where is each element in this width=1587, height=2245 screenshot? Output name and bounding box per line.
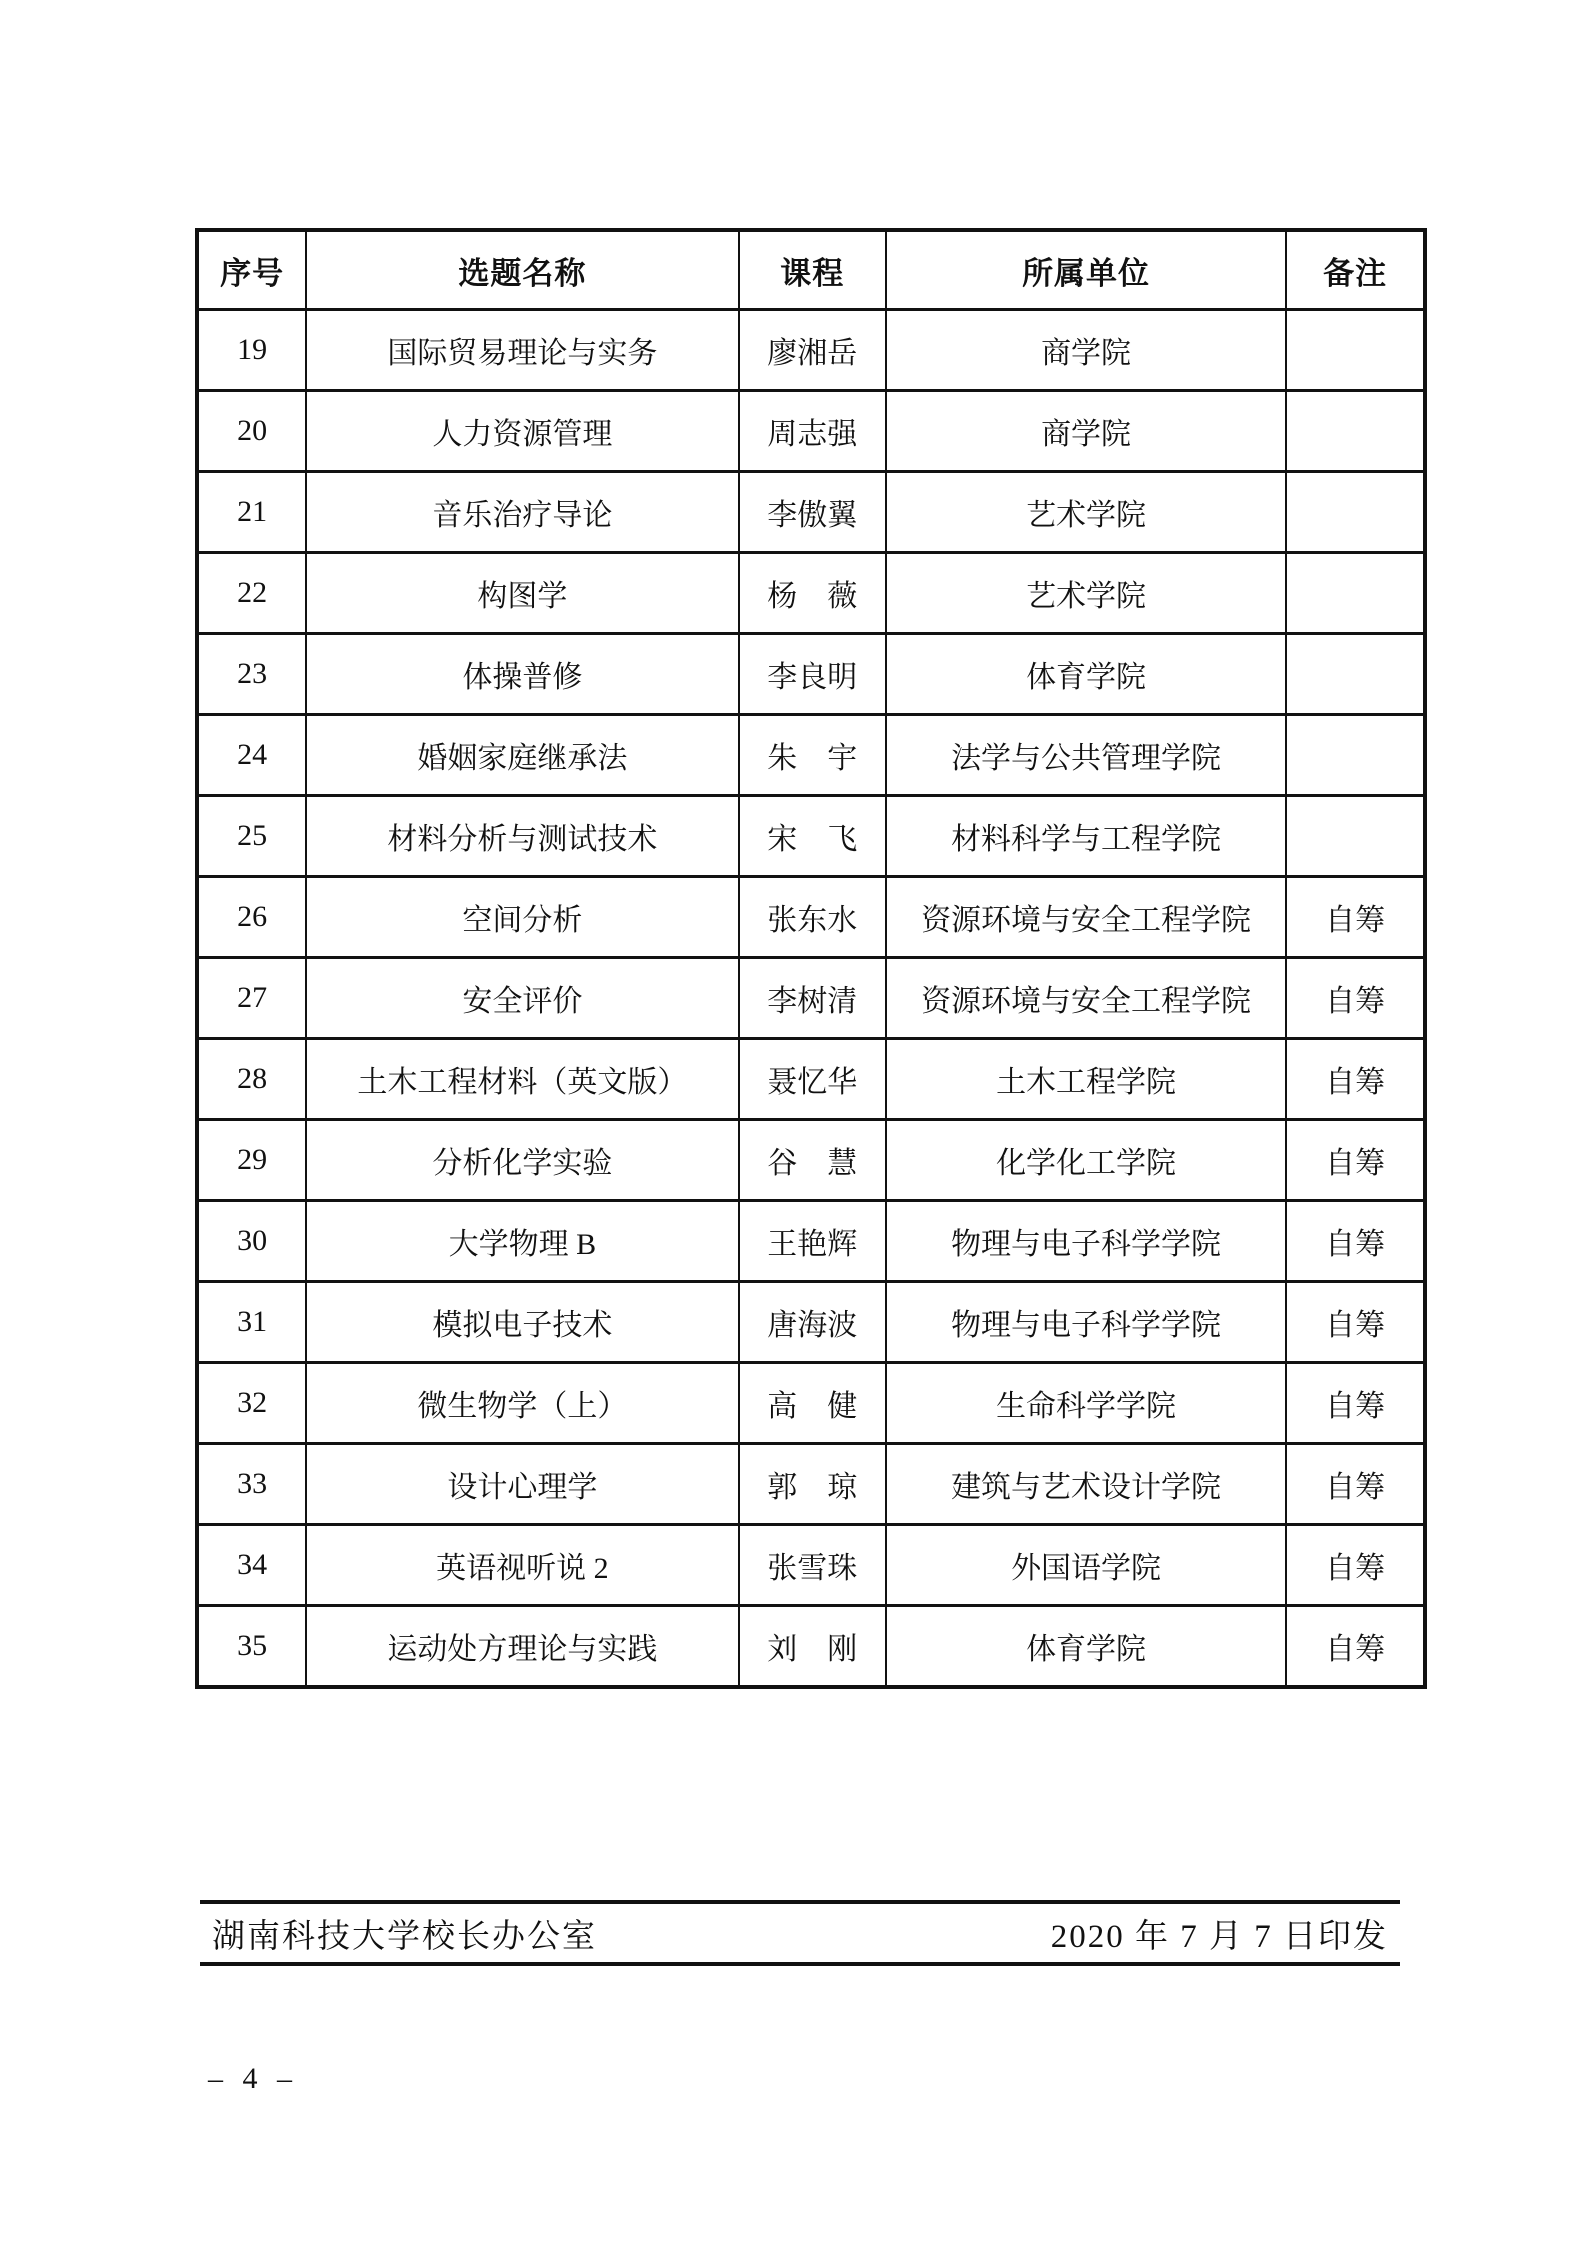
table-cell-no: 23 [197,634,306,715]
table-cell-remark: 自筹 [1286,877,1425,958]
table-cell-person: 朱 宇 [739,715,886,796]
table-cell-remark: 自筹 [1286,1201,1425,1282]
table-cell-no: 32 [197,1363,306,1444]
table-cell-topic: 婚姻家庭继承法 [306,715,738,796]
table-cell-unit: 商学院 [886,310,1286,391]
table-header-row [197,230,1425,310]
table-row [197,1363,1425,1444]
table-cell-topic: 分析化学实验 [306,1120,738,1201]
header-cell-course: 课程 [739,230,886,310]
table-cell-unit: 艺术学院 [886,472,1286,553]
table-cell-no: 21 [197,472,306,553]
table-cell-no: 27 [197,958,306,1039]
table-cell-person: 张东水 [739,877,886,958]
table-cell-unit: 生命科学学院 [886,1363,1286,1444]
table-cell-person: 高 健 [739,1363,886,1444]
table-row [197,1606,1425,1688]
table-cell-unit: 建筑与艺术设计学院 [886,1444,1286,1525]
table-row [197,1120,1425,1201]
table-cell-unit: 体育学院 [886,634,1286,715]
table-cell-no: 20 [197,391,306,472]
table-cell-unit: 物理与电子科学学院 [886,1201,1286,1282]
table-cell-person: 唐海波 [739,1282,886,1363]
table-row [197,1525,1425,1606]
table-cell-unit: 化学化工学院 [886,1120,1286,1201]
header-cell-unit: 所属单位 [886,230,1286,310]
header-cell-topic: 选题名称 [306,230,738,310]
table-cell-remark: 自筹 [1286,1444,1425,1525]
table-cell-topic: 人力资源管理 [306,391,738,472]
table-cell-topic: 体操普修 [306,634,738,715]
table-cell-no: 26 [197,877,306,958]
table-cell-remark: 自筹 [1286,1606,1425,1688]
table-cell-person: 刘 刚 [739,1606,886,1688]
table-row [197,1201,1425,1282]
table-row [197,1039,1425,1120]
table-cell-person: 聂忆华 [739,1039,886,1120]
table-cell-unit: 资源环境与安全工程学院 [886,958,1286,1039]
table-row [197,958,1425,1039]
table-cell-remark: 自筹 [1286,958,1425,1039]
table-cell-no: 31 [197,1282,306,1363]
table-cell-no: 24 [197,715,306,796]
table-cell-no: 29 [197,1120,306,1201]
table-cell-no: 28 [197,1039,306,1120]
table-cell-no: 22 [197,553,306,634]
table-cell-topic: 微生物学（上） [306,1363,738,1444]
table-cell-remark [1286,553,1425,634]
topics-table [195,228,1427,1689]
table-cell-unit: 艺术学院 [886,553,1286,634]
issue-date: 2020 年 7 月 7 日印发 [1050,1918,1388,1955]
table-cell-remark [1286,634,1425,715]
table-cell-person: 郭 琼 [739,1444,886,1525]
table-cell-remark: 自筹 [1286,1363,1425,1444]
table-cell-topic: 国际贸易理论与实务 [306,310,738,391]
table-cell-unit: 材料科学与工程学院 [886,796,1286,877]
table-cell-person: 李树清 [739,958,886,1039]
table-row [197,1444,1425,1525]
table-cell-topic: 模拟电子技术 [306,1282,738,1363]
table-cell-remark [1286,391,1425,472]
table-body [197,310,1425,1688]
table-cell-no: 19 [197,310,306,391]
table-cell-person: 谷 慧 [739,1120,886,1201]
table-row [197,796,1425,877]
table-cell-person: 李傲翼 [739,472,886,553]
table-cell-person: 王艳辉 [739,1201,886,1282]
table-row [197,877,1425,958]
table-cell-person: 李良明 [739,634,886,715]
table-cell-person: 张雪珠 [739,1525,886,1606]
table-cell-topic: 英语视听说 2 [306,1525,738,1606]
issuing-office: 湖南科技大学校长办公室 [212,1918,597,1955]
table-cell-topic: 大学物理 B [306,1201,738,1282]
table-row [197,1282,1425,1363]
table-cell-unit: 外国语学院 [886,1525,1286,1606]
table-cell-unit: 资源环境与安全工程学院 [886,877,1286,958]
table-cell-topic: 设计心理学 [306,1444,738,1525]
table-cell-unit: 商学院 [886,391,1286,472]
table-row [197,472,1425,553]
table-cell-remark [1286,472,1425,553]
table-row [197,310,1425,391]
header-cell-remark: 备注 [1286,230,1425,310]
table-cell-remark [1286,310,1425,391]
table-cell-topic: 材料分析与测试技术 [306,796,738,877]
header-cell-serial: 序号 [197,230,306,310]
table-cell-person: 廖湘岳 [739,310,886,391]
table-row [197,553,1425,634]
table-cell-topic: 空间分析 [306,877,738,958]
table-cell-person: 杨 薇 [739,553,886,634]
page-number: – 4 – [208,2062,298,2095]
table-cell-remark: 自筹 [1286,1039,1425,1120]
table-cell-topic: 构图学 [306,553,738,634]
table-cell-unit: 物理与电子科学学院 [886,1282,1286,1363]
table-cell-remark: 自筹 [1286,1120,1425,1201]
table-cell-remark: 自筹 [1286,1282,1425,1363]
table-row [197,634,1425,715]
table-cell-remark: 自筹 [1286,1525,1425,1606]
table-cell-person: 宋 飞 [739,796,886,877]
table-cell-topic: 运动处方理论与实践 [306,1606,738,1688]
table-cell-no: 34 [197,1525,306,1606]
table-cell-topic: 音乐治疗导论 [306,472,738,553]
table-cell-topic: 土木工程材料（英文版） [306,1039,738,1120]
table-cell-person: 周志强 [739,391,886,472]
table-cell-topic: 安全评价 [306,958,738,1039]
table-cell-no: 25 [197,796,306,877]
table-row [197,715,1425,796]
table-cell-unit: 体育学院 [886,1606,1286,1688]
table-cell-unit: 法学与公共管理学院 [886,715,1286,796]
table-cell-remark [1286,796,1425,877]
table-row [197,391,1425,472]
colophon-bar [200,1900,1400,1966]
table-cell-unit: 土木工程学院 [886,1039,1286,1120]
table-cell-remark [1286,715,1425,796]
table-cell-no: 33 [197,1444,306,1525]
table-cell-no: 30 [197,1201,306,1282]
table-cell-no: 35 [197,1606,306,1688]
